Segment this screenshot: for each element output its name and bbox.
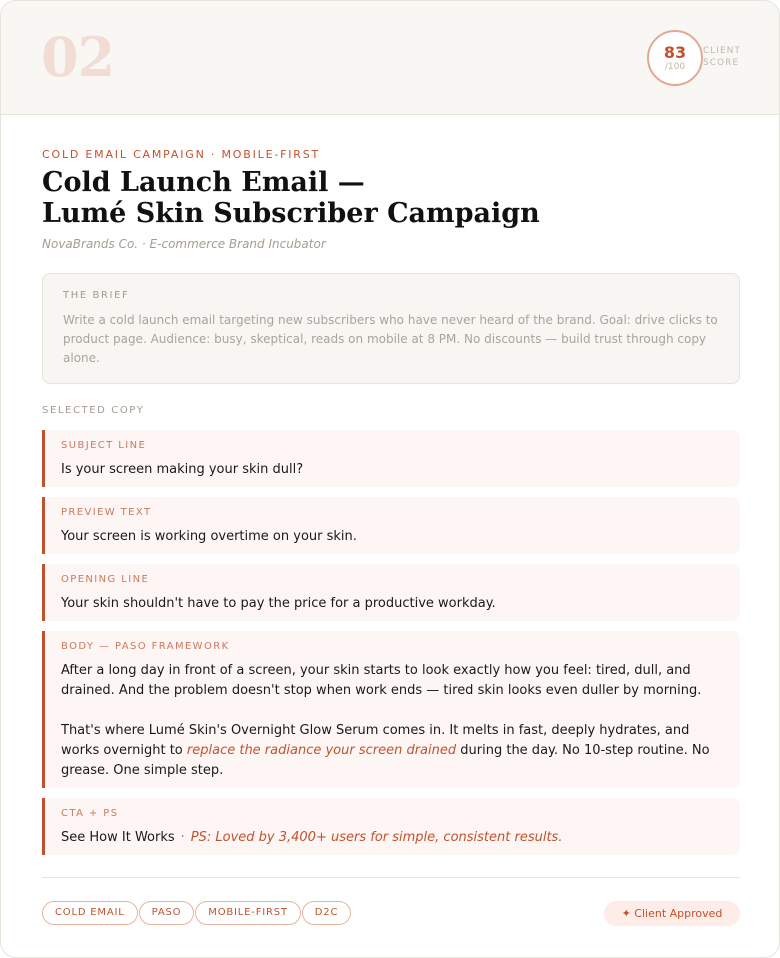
campaign-eyebrow: COLD EMAIL CAMPAIGN · MOBILE-FIRST <box>42 148 321 161</box>
cta-row <box>61 828 724 848</box>
score-value: 83 <box>663 43 687 62</box>
cta-separator: · <box>180 830 185 845</box>
client-approved-badge: ✦ Client Approved <box>604 901 740 926</box>
campaign-title <box>42 167 602 229</box>
campaign-title-line1: Cold Launch Email — <box>42 167 365 198</box>
score-caption <box>703 45 753 69</box>
tag-cold-email: COLD EMAIL <box>42 901 138 925</box>
subject-line-text: Is your screen making your skin dull? <box>61 462 304 477</box>
score-max: /100 <box>664 62 686 72</box>
tag-list <box>42 901 351 925</box>
brief-box <box>42 273 740 384</box>
opening-line-text: Your skin shouldn't have to pay the price for a productive workday. <box>61 596 496 611</box>
tag-paso: PASO <box>139 901 195 925</box>
cta-label: CTA + PS <box>61 808 119 819</box>
preview-text-block <box>42 497 740 554</box>
tag-d2c: D2C <box>302 901 351 925</box>
body-text <box>61 661 724 781</box>
brief-label: THE BRIEF <box>63 290 130 301</box>
footer-divider <box>42 877 740 878</box>
client-score-badge <box>647 30 703 86</box>
brief-text: Write a cold launch email targeting new subscribers who have never heard of the brand. Goal: drive clicks to product page. Audience: busy, skeptical, reads on mobile at 8 PM. No discounts — build trust through copy alone. <box>63 313 718 365</box>
body-label: BODY — PASO FRAMEWORK <box>61 641 230 652</box>
opening-line-block <box>42 564 740 621</box>
opening-line-label: OPENING LINE <box>61 574 150 585</box>
body-emphasis: replace the radiance your screen drained <box>186 743 457 758</box>
cta-block <box>42 798 740 855</box>
score-caption-line2: SCORE <box>703 58 740 68</box>
cta-text: See How It Works <box>61 830 175 845</box>
body-paragraph-2-end: during the day. No 10-step routine. No grease. One simple step. <box>61 743 710 778</box>
preview-text-text: Your screen is working overtime on your skin. <box>61 529 357 544</box>
preview-text-label: PREVIEW TEXT <box>61 507 152 518</box>
campaign-title-line2: Lumé Skin Subscriber Campaign <box>42 198 540 229</box>
client-name: NovaBrands Co. · E-commerce Brand Incubator <box>42 237 326 251</box>
selected-copy-label: SELECTED COPY <box>42 405 145 416</box>
body-paragraph-1: After a long day in front of a screen, your skin starts to look exactly how you feel: tired, dull, and drained. And the problem doesn't stop when work ends — tired skin looks even duller by morning. <box>61 663 702 698</box>
subject-line-label: SUBJECT LINE <box>61 440 147 451</box>
ps-text: PS: Loved by 3,400+ users for simple, consistent results. <box>190 830 563 845</box>
body-paragraph-2-start: That's where Lumé Skin's Overnight Glow Serum comes in. It melts in fast, deeply hydrates, and works overnight to <box>61 723 690 758</box>
card-header <box>1 1 779 115</box>
subject-line-block <box>42 430 740 487</box>
score-caption-line1: CLIENT <box>703 46 741 56</box>
body-block <box>42 631 740 788</box>
card-number: 02 <box>41 25 115 89</box>
body-paragraph-2 <box>61 721 724 781</box>
tag-mobile-first: MOBILE-FIRST <box>195 901 301 925</box>
